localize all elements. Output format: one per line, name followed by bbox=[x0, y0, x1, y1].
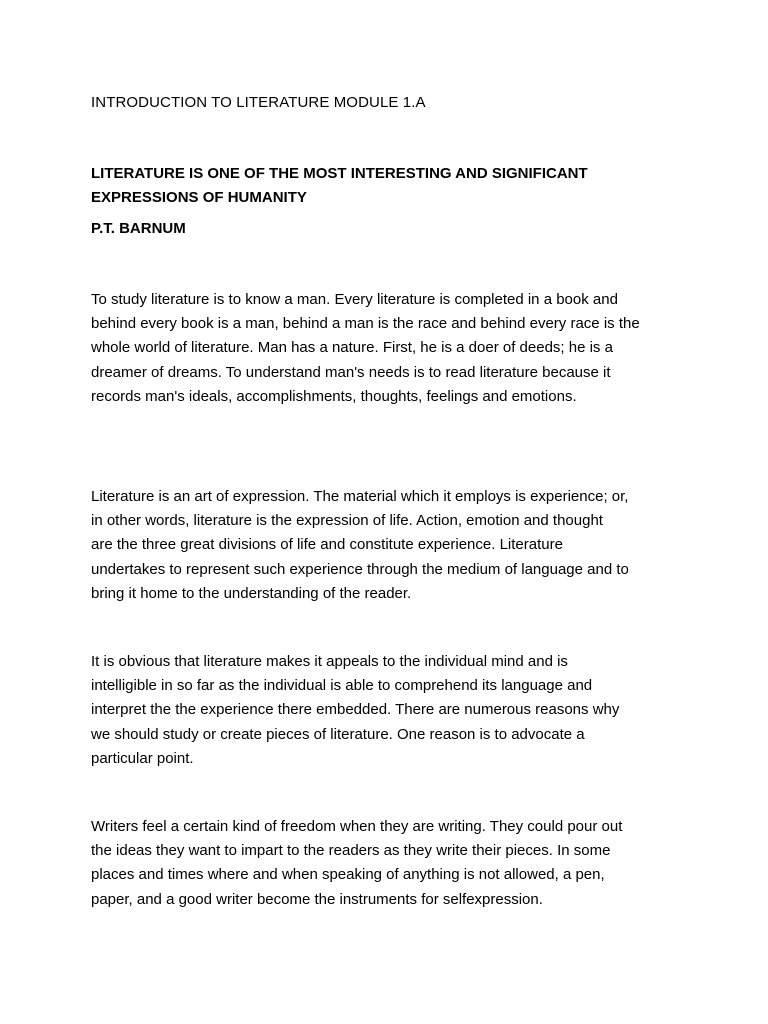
document-title: INTRODUCTION TO LITERATURE MODULE 1.A bbox=[91, 94, 426, 111]
paragraph-line: To study literature is to know a man. Every literature is completed in a book and bbox=[91, 291, 618, 308]
paragraph-line: paper, and a good writer become the instruments for selfexpression. bbox=[91, 890, 543, 908]
paragraph-line: are the three great divisions of life and constitute experience. Literature bbox=[91, 536, 563, 554]
paragraph-line: intelligible in so far as the individual is able to comprehend its language and bbox=[91, 677, 593, 695]
section-heading: LITERATURE IS ONE OF THE MOST INTERESTING AND SIGNIFICANT EXPRESSIONS OF HUMANITY bbox=[91, 165, 588, 206]
paragraph-line: particular point. bbox=[91, 749, 194, 767]
paragraph-line: we should study or create pieces of literature. One reason is to advocate a bbox=[91, 725, 585, 743]
paragraph-line: whole world of literature. Man has a nature. First, he is a doer of deeds; he is a bbox=[91, 339, 613, 357]
paragraph-line: places and times where and when speaking of anything is not allowed, a pen, bbox=[91, 866, 605, 884]
paragraph-3 bbox=[91, 650, 691, 771]
paragraph-line: dreamer of dreams. To understand man's needs is to read literature because it bbox=[91, 363, 611, 381]
paragraph-line: Writers feel a certain kind of freedom when they are writing. They could pour out bbox=[91, 818, 623, 835]
author-name: P.T. BARNUM bbox=[91, 220, 186, 237]
paragraph-line: It is obvious that literature makes it appeals to the individual mind and is bbox=[91, 653, 568, 670]
paragraph-line: behind every book is a man, behind a man is the race and behind every race is the bbox=[91, 315, 640, 333]
paragraph-line: bring it home to the understanding of the reader. bbox=[91, 584, 412, 602]
paragraph-line: undertakes to represent such experience through the medium of language and to bbox=[91, 560, 629, 578]
paragraph-line: records man's ideals, accomplishments, thoughts, feelings and emotions. bbox=[91, 387, 577, 405]
paragraph-2 bbox=[91, 485, 691, 606]
paragraph-line: interpret the the experience there embedded. There are numerous reasons why bbox=[91, 701, 620, 719]
paragraph-line: in other words, literature is the expression of life. Action, emotion and thought bbox=[91, 512, 603, 530]
paragraph-line: the ideas they want to impart to the readers as they write their pieces. In some bbox=[91, 842, 611, 860]
paragraph-1 bbox=[91, 288, 691, 409]
paragraph-line: Literature is an art of expression. The material which it employs is experience; or, bbox=[91, 488, 629, 505]
paragraph-4 bbox=[91, 815, 691, 912]
